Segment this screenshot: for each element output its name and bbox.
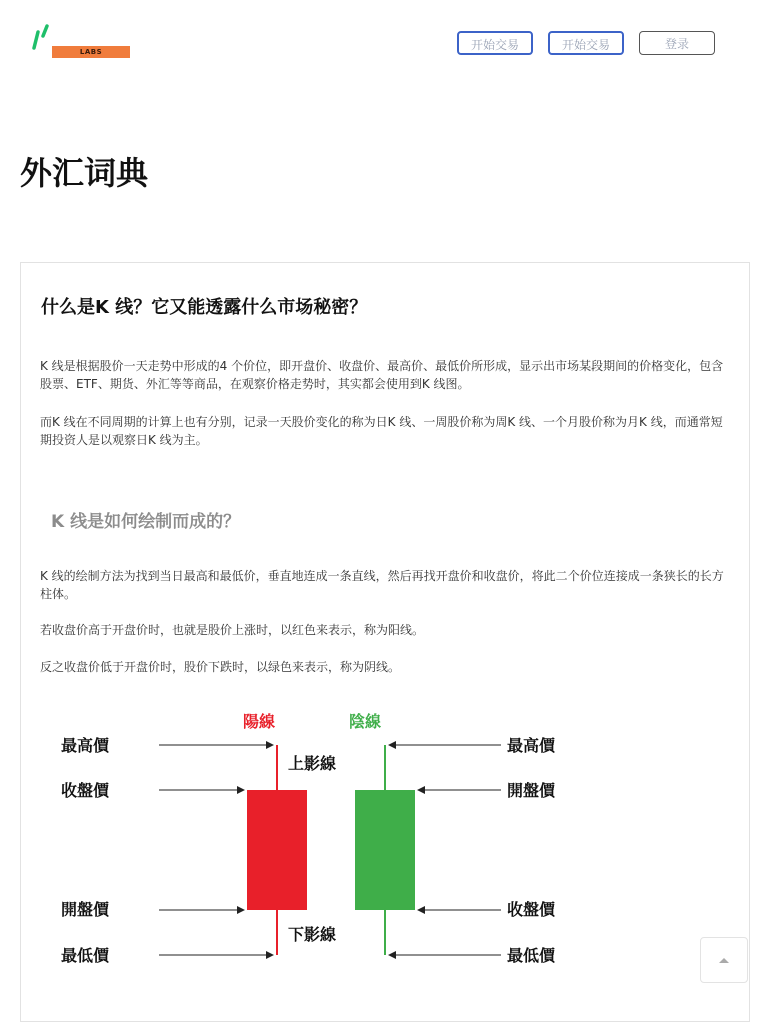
yang-line-title: 陽線 <box>242 712 276 731</box>
article-title: 什么是K 线？它又能透露什么市场秘密？ <box>41 297 368 318</box>
right-label-high: 最高價 <box>507 736 556 755</box>
left-label-open: 開盤價 <box>61 900 110 919</box>
left-label-low: 最低價 <box>61 946 110 965</box>
chevron-up-icon <box>718 956 730 964</box>
right-label-close: 收盤價 <box>507 900 556 919</box>
right-label-low: 最低價 <box>507 946 556 965</box>
upper-shadow-label: 上影線 <box>287 754 337 773</box>
yin-line-title: 陰線 <box>348 712 382 731</box>
article-subheading: K 线是如何绘制而成的？ <box>51 512 241 532</box>
start-trading-button[interactable]: 开始交易 <box>457 31 533 55</box>
article-card <box>20 262 750 1022</box>
scroll-to-top-button[interactable] <box>700 937 748 983</box>
article-paragraph-5: 反之收盘价低于开盘价时，股价下跌时，以绿色来表示，称为阴线。 <box>40 660 401 674</box>
start-trading-button-2[interactable]: 开始交易 <box>548 31 624 55</box>
candlestick-diagram <box>61 703 601 993</box>
yin-candle-body <box>355 790 415 910</box>
article-paragraph-4: 若收盘价高于开盘价时，也就是股价上涨时，以红色来表示，称为阳线。 <box>40 623 425 637</box>
yang-candle-body <box>247 790 307 910</box>
right-label-open: 開盤價 <box>507 781 556 800</box>
site-header <box>0 0 768 90</box>
article-paragraph-1: K 线是根据股价一天走势中形成的4 个价位，即开盘价、收盘价、最高价、最低价所形成，显示出市场某段期间的价格变化，包含股票、ETF、期货、外汇等等商品，在观察价格走势时，其实都会使用到K 线图。 <box>40 359 724 391</box>
left-label-close: 收盤價 <box>61 781 110 800</box>
lower-shadow-label: 下影線 <box>287 925 337 944</box>
left-label-high: 最高價 <box>61 736 110 755</box>
article-paragraph-2: 而K 线在不同周期的计算上也有分别，记录一天股价变化的称为日K 线、一周股价称为周K 线、一个月股价称为月K 线，而通常短期投资人是以观察日K 线为主。 <box>40 415 723 447</box>
article-paragraph-3: K 线的绘制方法为找到当日最高和最低价，垂直地连成一条直线，然后再找开盘价和收盘价，将此二个价位连接成一条狭长的长方柱体。 <box>40 569 724 601</box>
brand-logo[interactable] <box>30 24 140 64</box>
logo-labs-badge: LABS <box>52 46 130 58</box>
page-title: 外汇词典 <box>20 154 149 192</box>
logo-mark-icon <box>30 24 52 50</box>
login-button[interactable]: 登录 <box>639 31 715 55</box>
